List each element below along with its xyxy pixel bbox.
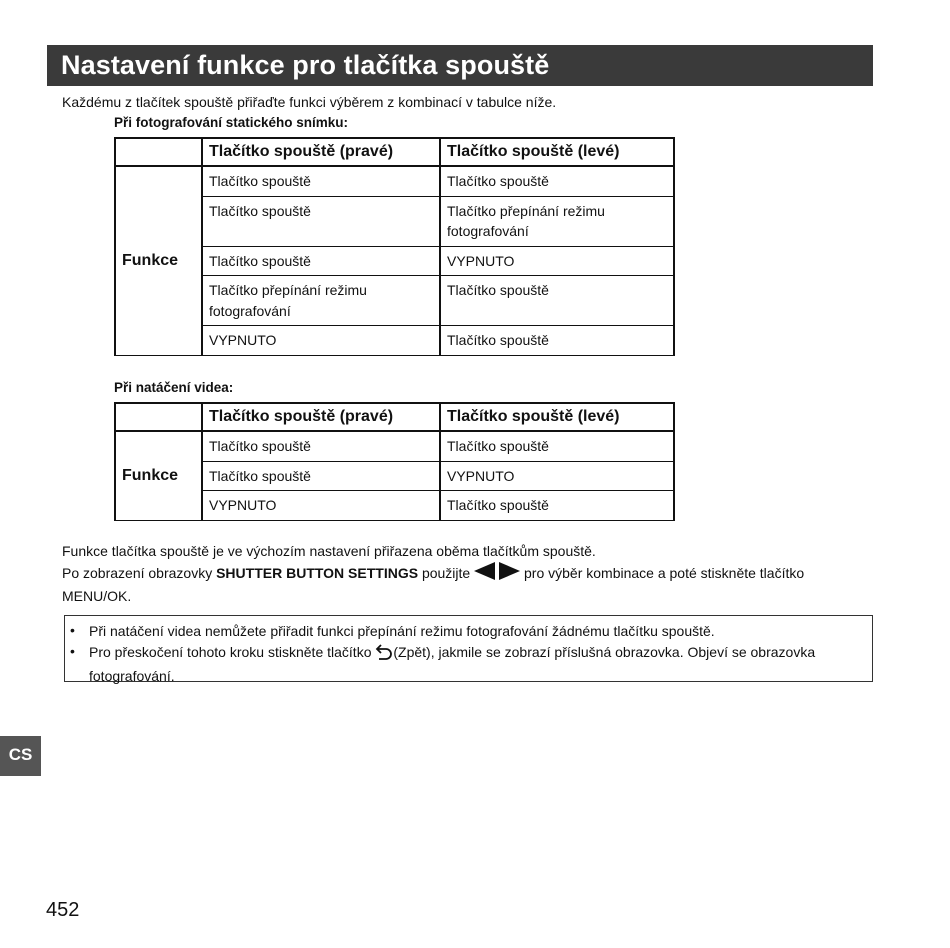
- table-cell: VYPNUTO: [202, 326, 440, 356]
- left-right-arrows-icon: [474, 562, 520, 586]
- note-part: (Zpět), jakmile se zobrazí příslušná obrazovka. Objeví se obrazovka fotografování.: [89, 644, 816, 684]
- table-cell: Tlačítko přepínání režimu fotografování: [202, 276, 440, 326]
- table-cell: VYPNUTO: [202, 491, 440, 521]
- still-heading: Při fotografování statického snímku:: [114, 115, 349, 130]
- table-header-right: Tlačítko spouště (pravé): [202, 138, 440, 166]
- table-header-left: Tlačítko spouště (levé): [440, 138, 674, 166]
- table-row: [115, 431, 674, 461]
- note-part: Pro přeskočení tohoto kroku stiskněte tlačítko: [89, 644, 376, 660]
- row-label: Funkce: [115, 166, 202, 355]
- video-function-table: [114, 402, 675, 521]
- instruction-text: [62, 562, 862, 607]
- table-cell: Tlačítko spouště: [440, 276, 674, 326]
- intro-text: Každému z tlačítek spouště přiřaďte funkci výběrem z kombinací v tabulce níže.: [62, 94, 557, 110]
- table-cell: Tlačítko spouště: [202, 196, 440, 246]
- table-header-left: Tlačítko spouště (levé): [440, 403, 674, 431]
- back-arrow-icon: [375, 643, 393, 666]
- table-cell: Tlačítko spouště: [440, 431, 674, 461]
- still-function-table: [114, 137, 675, 356]
- note-item: [89, 642, 869, 686]
- video-heading: Při natáčení videa:: [114, 380, 234, 395]
- table-cell: Tlačítko spouště: [440, 491, 674, 521]
- table-header-corner: [115, 138, 202, 166]
- page-number: 452: [46, 899, 80, 921]
- note-item: Při natáčení videa nemůžete přiřadit funkci přepínání režimu fotografování žádnému tlačítku spouště.: [89, 623, 715, 639]
- table-cell: VYPNUTO: [440, 246, 674, 276]
- table-cell: Tlačítko spouště: [440, 166, 674, 196]
- instruction-part: Po zobrazení obrazovky: [62, 565, 217, 581]
- instruction-part: pro výběr kombinace a poté stiskněte tlačítko MENU/OK.: [62, 565, 805, 604]
- table-cell: Tlačítko spouště: [202, 431, 440, 461]
- table-cell: Tlačítko přepínání režimu fotografování: [440, 196, 674, 246]
- table-cell: Tlačítko spouště: [440, 326, 674, 356]
- default-note: Funkce tlačítka spouště je ve výchozím nastavení přiřazena oběma tlačítkům spouště.: [62, 543, 596, 559]
- table-cell: Tlačítko spouště: [202, 461, 440, 491]
- table-header-row: [115, 138, 674, 166]
- table-header-row: [115, 403, 674, 431]
- table-cell: Tlačítko spouště: [202, 166, 440, 196]
- table-cell: VYPNUTO: [440, 461, 674, 491]
- instruction-part: použijte: [418, 565, 475, 581]
- language-tab: CS: [0, 736, 41, 776]
- bullet: •: [70, 643, 75, 659]
- table-header-corner: [115, 403, 202, 431]
- row-label: Funkce: [115, 431, 202, 520]
- page-title: Nastavení funkce pro tlačítka spouště: [47, 45, 873, 86]
- notes-box: [64, 615, 873, 682]
- table-header-right: Tlačítko spouště (pravé): [202, 403, 440, 431]
- table-cell: Tlačítko spouště: [202, 246, 440, 276]
- bullet: •: [70, 622, 75, 638]
- table-row: [115, 166, 674, 196]
- screen-name: SHUTTER BUTTON SETTINGS: [216, 565, 419, 581]
